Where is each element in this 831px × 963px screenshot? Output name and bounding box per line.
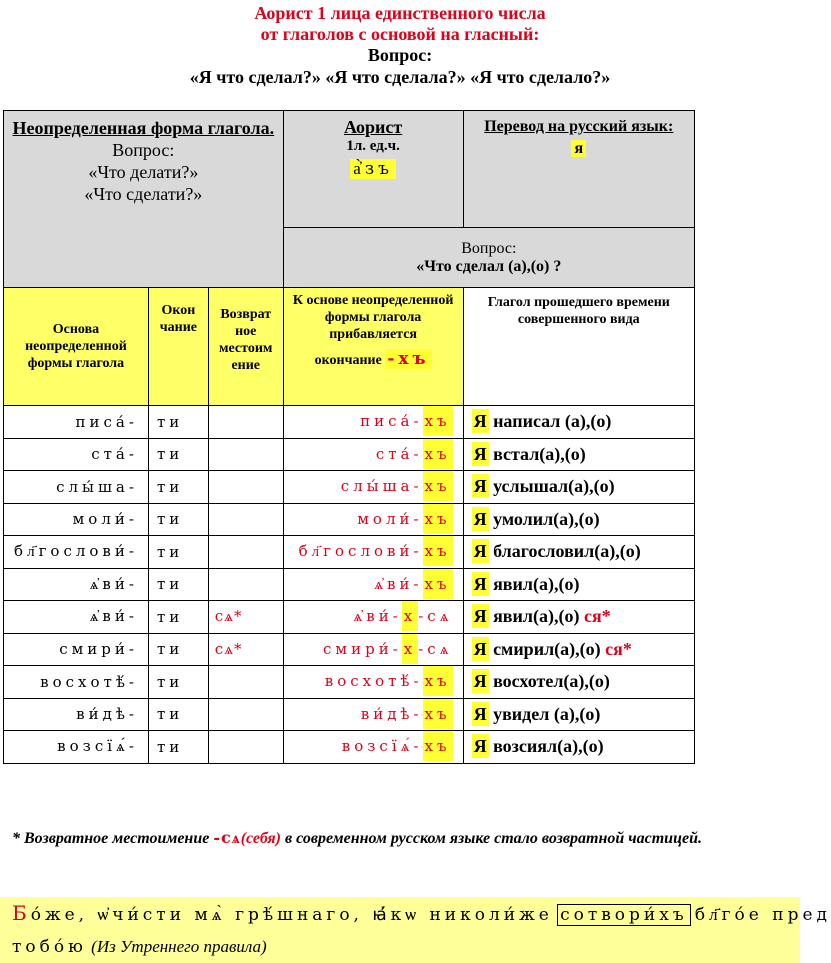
aorist-ending: хъ [423,471,453,501]
translation-pronoun-cell: Я [473,606,487,627]
aorist-stem: слы́ша- [340,477,423,496]
translation-text: увидел (а),(о) [493,703,601,724]
table-row [4,536,695,569]
footnote-text-2: в современном русском языке стало возвратной частицей. [284,830,702,847]
translation-pronoun-cell: Я [473,541,487,562]
aorist-stem: смири́- [323,639,402,658]
aorist-stem: восхотѣ́- [324,672,423,691]
aorist-stem: писа́- [360,412,423,431]
aorist-cell [283,698,463,731]
translation-text: встал(а),(о) [493,443,586,464]
translation-cell [463,536,694,569]
translation-text: смирил(а),(о) [493,638,601,659]
col-aorist-header [283,288,463,406]
prayer-block [0,897,831,963]
stem-cell: ѧ҆ви́- [4,568,149,601]
stem-cell: восхотѣ́- [4,666,149,699]
stem-cell: возсїѧ́- [4,731,149,764]
aorist-reflexive: -сѧ [418,607,453,626]
question-cell [283,228,694,288]
ending-cell: ти [148,731,208,764]
footnote [12,822,792,855]
footnote-text-1: Возвратное местоимение [24,830,210,847]
col-translation-header: Глагол прошедшего времени совершенного вида [463,288,694,406]
translation-pronoun-cell: Я [473,508,487,529]
stem-cell: моли́- [4,503,149,536]
aorist-reflexive: -сѧ [418,639,453,658]
translation-cell [463,471,694,504]
infinitive-question-2: «Что сделати?» [84,184,203,204]
col-aorist-ending: -хъ [387,349,430,369]
aorist-cell [283,471,463,504]
translation-cell [463,698,694,731]
ending-cell: ти [148,438,208,471]
translation-text: услышал(а),(о) [493,476,615,497]
table-row [4,666,695,699]
aorist-table [3,110,695,764]
col-aorist-text: К основе неопределенной формы глагола прибавляется [292,293,454,342]
table-row [4,698,695,731]
translation-pronoun-cell: Я [473,411,487,432]
reflexive-cell [208,503,283,536]
aorist-cell [283,666,463,699]
aorist-cell [283,601,463,634]
table-row [4,731,695,764]
translation-text: восхотел(а),(о) [493,671,610,692]
aorist-stem: ста́- [375,444,423,463]
aorist-stem: моли́- [357,509,423,528]
translation-cell [463,633,694,666]
aorist-ending: хъ [423,569,453,599]
aorist-cell [283,406,463,439]
aorist-ending: хъ [423,731,453,761]
footnote-paren: (себя) [240,830,281,847]
stem-cell: ви́дѣ- [4,698,149,731]
translation-text: написал (а),(о) [493,411,612,432]
ending-cell: ти [148,406,208,439]
translation-pronoun-cell: Я [473,573,487,594]
stem-cell: бл҃гослови́- [4,536,149,569]
translation-reflexive: ся* [605,638,632,659]
prayer-part-3: тобо́ю [12,937,87,957]
stem-cell: ѧ҆ви́- [4,601,149,634]
infinitive-question-1: «Что делати?» [88,162,199,182]
translation-cell [463,731,694,764]
infinitive-header-cell [4,111,284,288]
ending-cell: ти [148,633,208,666]
col-reflexive-header: Возврат ное местоим ение [208,288,283,406]
aorist-ending: хъ [423,536,453,566]
aorist-ending: хъ [423,504,453,534]
aorist-header-cell [283,111,463,228]
ending-cell: ти [148,536,208,569]
infinitive-title: Неопределенная форма глагола. [12,118,275,138]
translation-cell [463,568,694,601]
translation-pronoun-cell: Я [473,443,487,464]
col-ending-header: Окон чание [148,288,208,406]
reflexive-cell [208,536,283,569]
translation-cell [463,503,694,536]
ending-cell: ти [148,666,208,699]
translation-pronoun-cell: Я [473,703,487,724]
aorist-ending: хъ [423,699,453,729]
aorist-stem: ѧ҆ви́- [374,574,423,593]
translation-text: явил(а),(о) [493,573,580,594]
translation-text: явил(а),(о) [493,606,580,627]
reflexive-cell [208,633,283,666]
title-line-2: от глаголов с основой на гласный: [260,24,540,44]
table-body [4,406,695,764]
table-row [4,503,695,536]
footnote-slavonic: -сѧ [213,828,241,847]
reflexive-cell [208,568,283,601]
infinitive-question-label: Вопрос: [112,140,175,160]
table-row [4,601,695,634]
translation-cell [463,406,694,439]
translation-pronoun-cell: Я [473,671,487,692]
aorist-cell [283,438,463,471]
translation-cell [463,666,694,699]
question-label: Вопрос: [461,239,517,257]
ending-cell: ти [148,471,208,504]
prayer-initial: Б [12,901,31,925]
aorist-ending: хъ [423,439,453,469]
translation-cell [463,601,694,634]
prayer-source: (Из Утреннего правила) [91,937,267,956]
aorist-ending: х [402,634,418,664]
translation-text: умолил(а),(о) [493,508,600,529]
translation-pronoun: я [571,140,586,157]
col-stem-header: Основа неопределенной формы глагола [4,288,149,406]
aorist-cell [283,568,463,601]
reflexive-text: сѧ* [214,639,243,658]
reflexive-cell [208,438,283,471]
aorist-cell [283,731,463,764]
reflexive-cell [208,406,283,439]
aorist-cell [283,503,463,536]
table-row [4,438,695,471]
reflexive-cell [208,731,283,764]
translation-pronoun-cell: Я [473,736,487,757]
aorist-title: Аорист [343,117,403,137]
prayer-part-1: о́же, ѡ҆чи́сти мѧ̀ грѣ́шнаго, ꙗ҆́кѡ николи́же [30,905,553,925]
stem-cell: слы́ша- [4,471,149,504]
title-line-4: «Я что сделал?» «Я что сделала?» «Я что сделало?» [189,67,611,87]
translation-text: благословил(а),(о) [493,541,641,562]
table-row [4,406,695,439]
translation-pronoun-cell: Я [473,476,487,497]
translation-header-cell [463,111,694,228]
stem-cell: ста́- [4,438,149,471]
stem-cell: смири́- [4,633,149,666]
reflexive-cell [208,666,283,699]
aorist-stem: бл҃гослови́- [298,542,423,561]
translation-cell [463,438,694,471]
aorist-ending: х [402,601,418,631]
table-row [4,471,695,504]
reflexive-cell [208,601,283,634]
stem-cell: писа́- [4,406,149,439]
translation-title: Перевод на русский язык: [484,118,674,135]
aorist-ending: хъ [423,666,453,696]
aorist-pronoun: а҆̀зъ [350,159,396,179]
ending-cell: ти [148,503,208,536]
aorist-ending: хъ [423,406,453,436]
prayer-boxed-word: сотвори́хъ [557,904,691,926]
aorist-stem: ви́дѣ- [360,704,423,723]
footnote-star: * [12,830,20,847]
ending-cell: ти [148,601,208,634]
reflexive-cell [208,698,283,731]
title-line-1: Аорист 1 лица единственного числа [254,3,546,23]
translation-text: возсиял(а),(о) [493,736,604,757]
table-row [4,568,695,601]
title-line-3: Вопрос: [367,45,433,65]
aorist-cell [283,633,463,666]
ending-cell: ти [148,568,208,601]
aorist-subtitle: 1л. ед.ч. [346,138,400,154]
aorist-cell [283,536,463,569]
translation-pronoun-cell: Я [473,638,487,659]
prayer-part-2: бл҃го́е пред [694,905,831,925]
reflexive-cell [208,471,283,504]
table-row [4,633,695,666]
aorist-stem: возсїѧ́- [341,737,423,756]
col-aorist-ending-label: окончание [314,353,382,368]
translation-reflexive: ся* [583,606,611,627]
ending-cell: ти [148,698,208,731]
question-text: «Что сделал (а),(о) ? [416,257,562,275]
reflexive-text: сѧ* [214,607,243,626]
aorist-stem: ѧ҆ви́- [353,607,402,626]
